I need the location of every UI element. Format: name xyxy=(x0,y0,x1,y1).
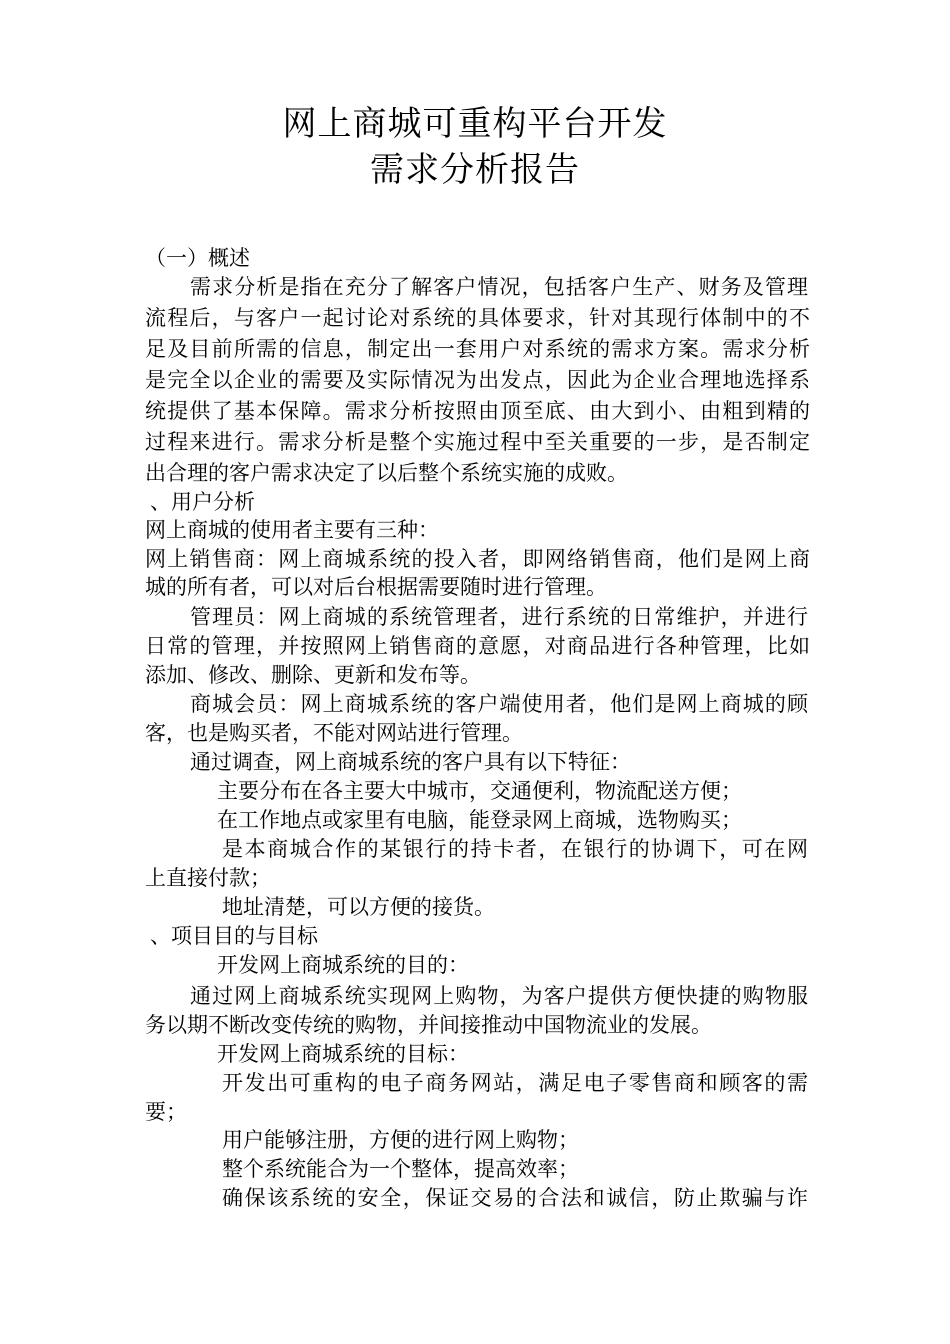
paragraph-line: 出合理的客户需求决定了以后整个系统实施的成败。 xyxy=(145,461,628,485)
list-item: 是本商城合作的某银行的持卡者，在银行的协调下，可在网 xyxy=(222,837,808,861)
paragraph-line: 统提供了基本保障。需求分析按照由顶至底、由大到小、由粗到精的 xyxy=(145,399,810,423)
paragraph-line: 通过网上商城系统实现网上购物，为客户提供方便快捷的购物服 xyxy=(190,984,808,1008)
paragraph-line: 商城会员：网上商城系统的客户端使用者，他们是网上商城的顾 xyxy=(190,692,808,716)
document-title: 网上商城可重构平台开发 xyxy=(282,104,668,144)
paragraph-line: 务以期不断改变传统的购物，并间接推动中国物流业的发展。 xyxy=(145,1013,712,1037)
paragraph-line: 过程来进行。需求分析是整个实施过程中至关重要的一步，是否制定 xyxy=(145,430,810,454)
paragraph-line: 通过调查，网上商城系统的客户具有以下特征： xyxy=(190,750,631,774)
list-item: 主要分布在各主要大中城市，交通便利，物流配送方便； xyxy=(217,779,742,803)
paragraph-line: 需求分析是指在充分了解客户情况，包括客户生产、财务及管理 xyxy=(190,275,808,299)
list-item: 上直接付款； xyxy=(145,866,271,890)
paragraph-line: 开发网上商城系统的目的： xyxy=(217,953,469,977)
section-heading-overview: （一）概述 xyxy=(145,246,250,270)
paragraph-line: 开发网上商城系统的目标： xyxy=(217,1042,469,1066)
document-subtitle: 需求分析报告 xyxy=(370,150,580,190)
paragraph-line: 日常的管理，并按照网上销售商的意愿，对商品进行各种管理，比如 xyxy=(145,634,810,658)
paragraph-line: 客，也是购买者，不能对网站进行管理。 xyxy=(145,721,523,745)
paragraph-line: 足及目前所需的信息，制定出一套用户对系统的需求方案。需求分析 xyxy=(145,337,810,361)
list-item: 整个系统能合为一个整体，提高效率； xyxy=(222,1157,579,1181)
paragraph-line: 添加、修改、删除、更新和发布等。 xyxy=(145,663,481,687)
section-heading-user-analysis: 、用户分析 xyxy=(150,490,255,514)
paragraph-line: 网上商城的使用者主要有三种： xyxy=(145,518,439,542)
paragraph-line: 城的所有者，可以对后台根据需要随时进行管理。 xyxy=(145,575,607,599)
list-item: 确保该系统的安全，保证交易的合法和诚信，防止欺骗与诈 xyxy=(222,1186,808,1210)
list-item: 要； xyxy=(145,1100,187,1124)
paragraph-line: 是完全以企业的需要及实际情况为出发点，因此为企业合理地选择系 xyxy=(145,368,810,392)
paragraph-line: 管理员：网上商城的系统管理者，进行系统的日常维护，并进行 xyxy=(190,605,808,629)
list-item: 用户能够注册，方便的进行网上购物； xyxy=(222,1128,579,1152)
paragraph-line: 流程后，与客户一起讨论对系统的具体要求，针对其现行体制中的不 xyxy=(145,306,810,330)
section-heading-goals: 、项目目的与目标 xyxy=(150,924,318,948)
list-item: 地址清楚，可以方便的接货。 xyxy=(222,895,495,919)
list-item: 在工作地点或家里有电脑，能登录网上商城，选物购买； xyxy=(217,808,742,832)
paragraph-line: 网上销售商：网上商城系统的投入者，即网络销售商，他们是网上商 xyxy=(145,547,810,571)
list-item: 开发出可重构的电子商务网站，满足电子零售商和顾客的需 xyxy=(222,1071,808,1095)
